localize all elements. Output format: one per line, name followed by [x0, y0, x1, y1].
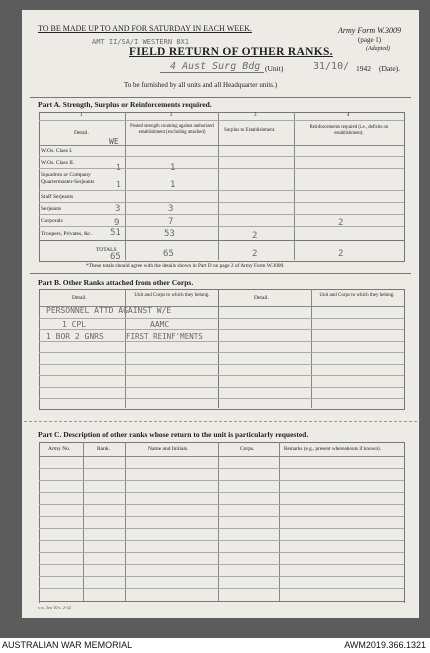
- part-c-row-rule-11: [39, 588, 404, 589]
- part-c-row-rule-9: [39, 564, 404, 565]
- part-a-rule: [30, 97, 411, 98]
- row-label-wo2: W.Os. Class II.: [41, 160, 75, 166]
- fold-line: [24, 421, 417, 422]
- row-rule-4: [39, 202, 404, 203]
- row-rule-1: [39, 156, 404, 157]
- we-mark: WE: [109, 137, 119, 146]
- part-c-row-rule-3: [39, 492, 404, 493]
- part-c-row-rule-8: [39, 552, 404, 553]
- part-c-row-rule-5: [39, 516, 404, 517]
- part-c-row-rule-4: [39, 504, 404, 505]
- part-b-heading: Part B. Other Ranks attached from other Corps.: [38, 278, 194, 287]
- posted-value-serjeants: 3: [168, 204, 174, 214]
- part-c-row-rule-1: [39, 468, 404, 469]
- col-number-1: 1: [80, 113, 83, 118]
- part-b-col-detail-1: Detail.: [72, 295, 87, 301]
- footer-institution: AUSTRALIAN WAR MEMORIAL: [2, 640, 133, 650]
- part-b-row-rule-4: [39, 352, 404, 353]
- part-c-row-rule-7: [39, 540, 404, 541]
- row-label-troopers: Troopers, Privates, &c.: [41, 231, 92, 237]
- row-label-cqms: Squadron or Company Quartermaster-Serjeants: [41, 172, 95, 185]
- posted-value-cqms: 1: [170, 180, 176, 190]
- adapted-note: (Adapted): [366, 46, 390, 52]
- part-b-detail-2: 1 BOR 2 GNRS: [46, 332, 104, 341]
- part-b-row-rule-1: [39, 318, 404, 319]
- part-b-row-rule-6: [39, 375, 404, 376]
- part-b-note-personnel: PERSONNEL ATTD AGAINST W/E: [46, 306, 172, 315]
- totals-reinf: 2: [338, 249, 344, 259]
- part-c-table: [39, 442, 405, 603]
- col-number-3: 3: [254, 113, 257, 118]
- part-b-row-rule-8: [39, 398, 404, 399]
- row-rule-7: [39, 240, 404, 241]
- part-b-rule: [30, 273, 411, 274]
- we-value-wo2: 1: [116, 163, 121, 172]
- we-value-serjeants: 3: [115, 204, 121, 214]
- footer-accession-number: AWM2019.366.1321: [344, 640, 426, 650]
- part-b-row-rule-5: [39, 364, 404, 365]
- part-c-col-divider-2: [125, 442, 126, 602]
- part-c-col-rank: Rank.: [97, 446, 110, 452]
- col-header-surplus: Surplus to Establishment.: [224, 128, 276, 133]
- part-a-col-divider-1: [125, 112, 126, 260]
- posted-value-troopers: 53: [164, 229, 175, 239]
- part-c-col-remarks: Remarks (e.g., present whereabouts if known).: [284, 446, 381, 452]
- row-label-serjeants: Serjeants: [41, 206, 62, 212]
- we-value-corporals: 9: [114, 218, 120, 228]
- form-number: Army Form W.3009: [338, 26, 402, 35]
- unit-label: (Unit): [265, 64, 284, 73]
- posted-value-wo2: 1: [170, 163, 176, 173]
- part-a-heading: Part A. Strength, Surplus or Reinforcements required.: [38, 100, 212, 109]
- row-label-staff-sjts: Staff Serjeants: [41, 194, 74, 200]
- we-value-troopers: 51: [110, 228, 121, 238]
- we-value-cqms: 1: [116, 180, 121, 189]
- row-rule-3: [39, 190, 404, 191]
- form-title: FIELD RETURN OF OTHER RANKS.: [129, 46, 333, 58]
- part-c-col-divider-1: [83, 442, 84, 602]
- archive-footer: [0, 638, 430, 653]
- row-rule-2: [39, 168, 404, 169]
- surplus-value-troopers: 2: [252, 231, 258, 241]
- part-c-row-rule-6: [39, 528, 404, 529]
- part-b-col-unit-2: Unit and Corps to which they belong.: [319, 293, 395, 298]
- part-b-detail-1: 1 CPL: [62, 320, 87, 329]
- part-c-col-divider-4: [279, 442, 280, 602]
- row-label-corporals: Corporals: [41, 218, 63, 224]
- part-c-col-corps: Corps.: [240, 446, 255, 452]
- posted-value-corporals: 7: [168, 217, 174, 227]
- part-b-row-rule-2: [39, 329, 404, 330]
- part-c-row-rule-10: [39, 576, 404, 577]
- part-b-col-detail-2: Detail.: [254, 295, 269, 301]
- totals-posted: 65: [163, 249, 174, 259]
- part-b-col-unit-1: Unit and Corps to which they belong.: [134, 293, 210, 298]
- part-b-unit-1: AAMC: [150, 320, 170, 329]
- col-number-4: 4: [347, 113, 350, 118]
- part-c-col-divider-3: [218, 442, 219, 602]
- part-c-col-army-no: Army No.: [48, 446, 71, 452]
- unit-value: 4 Aust Surg Bdg: [170, 61, 261, 72]
- totals-we: 65: [110, 252, 121, 262]
- part-c-row-rule-2: [39, 480, 404, 481]
- reinf-value-corporals: 2: [338, 218, 344, 228]
- part-c-col-name: Name and Initials.: [148, 446, 189, 452]
- col-header-reinforcements: Reinforcements required (i.e., deficits on establishment).: [309, 125, 389, 136]
- part-a-col-divider-2: [218, 112, 219, 260]
- header-notice: TO BE MADE UP TO AND FOR SATURDAY IN EACH WEEK.: [38, 24, 252, 33]
- col-header-posted: Posted strength counting against authorized establishment (excluding attached): [130, 124, 214, 135]
- col-header-detail: Detail.: [74, 130, 89, 136]
- handwritten-unit-note: AMT II/SA/I WESTERN 8X1: [92, 38, 189, 46]
- part-a-footnote: *These totals should agree with the details shown in Part D on page 2 of Army Form W.3009.: [86, 263, 285, 269]
- page-number: (page 1): [358, 36, 382, 44]
- part-a-number-rule: [39, 120, 404, 121]
- part-b-row-rule-3: [39, 341, 404, 342]
- form-subtitle: To be furnished by all units and all Headquarter units.): [124, 81, 278, 89]
- row-rule-6: [39, 226, 404, 227]
- printer-imprint: s.w. 3m 10/s. 2-42: [38, 605, 71, 610]
- date-label: (Date).: [379, 64, 401, 73]
- part-a-col-divider-3: [294, 112, 295, 260]
- totals-surplus: 2: [252, 249, 258, 259]
- row-rule-5: [39, 214, 404, 215]
- row-label-wo1: W.Os. Class I.: [41, 148, 73, 154]
- date-year: 1942: [356, 64, 371, 73]
- part-c-heading: Part C. Description of other ranks whose return to the unit is particularly requested.: [38, 430, 309, 439]
- unit-underline: [160, 72, 264, 73]
- part-c-header-rule: [39, 456, 404, 457]
- part-b-row-rule-7: [39, 387, 404, 388]
- part-b-unit-2: FIRST REINF'MENTS: [126, 332, 203, 341]
- date-value: 31/10/: [313, 61, 350, 72]
- part-c-bottom-rule: [39, 601, 404, 602]
- totals-label: TOTALS: [96, 247, 117, 253]
- col-number-2: 2: [170, 113, 173, 118]
- part-a-header-rule: [39, 145, 404, 146]
